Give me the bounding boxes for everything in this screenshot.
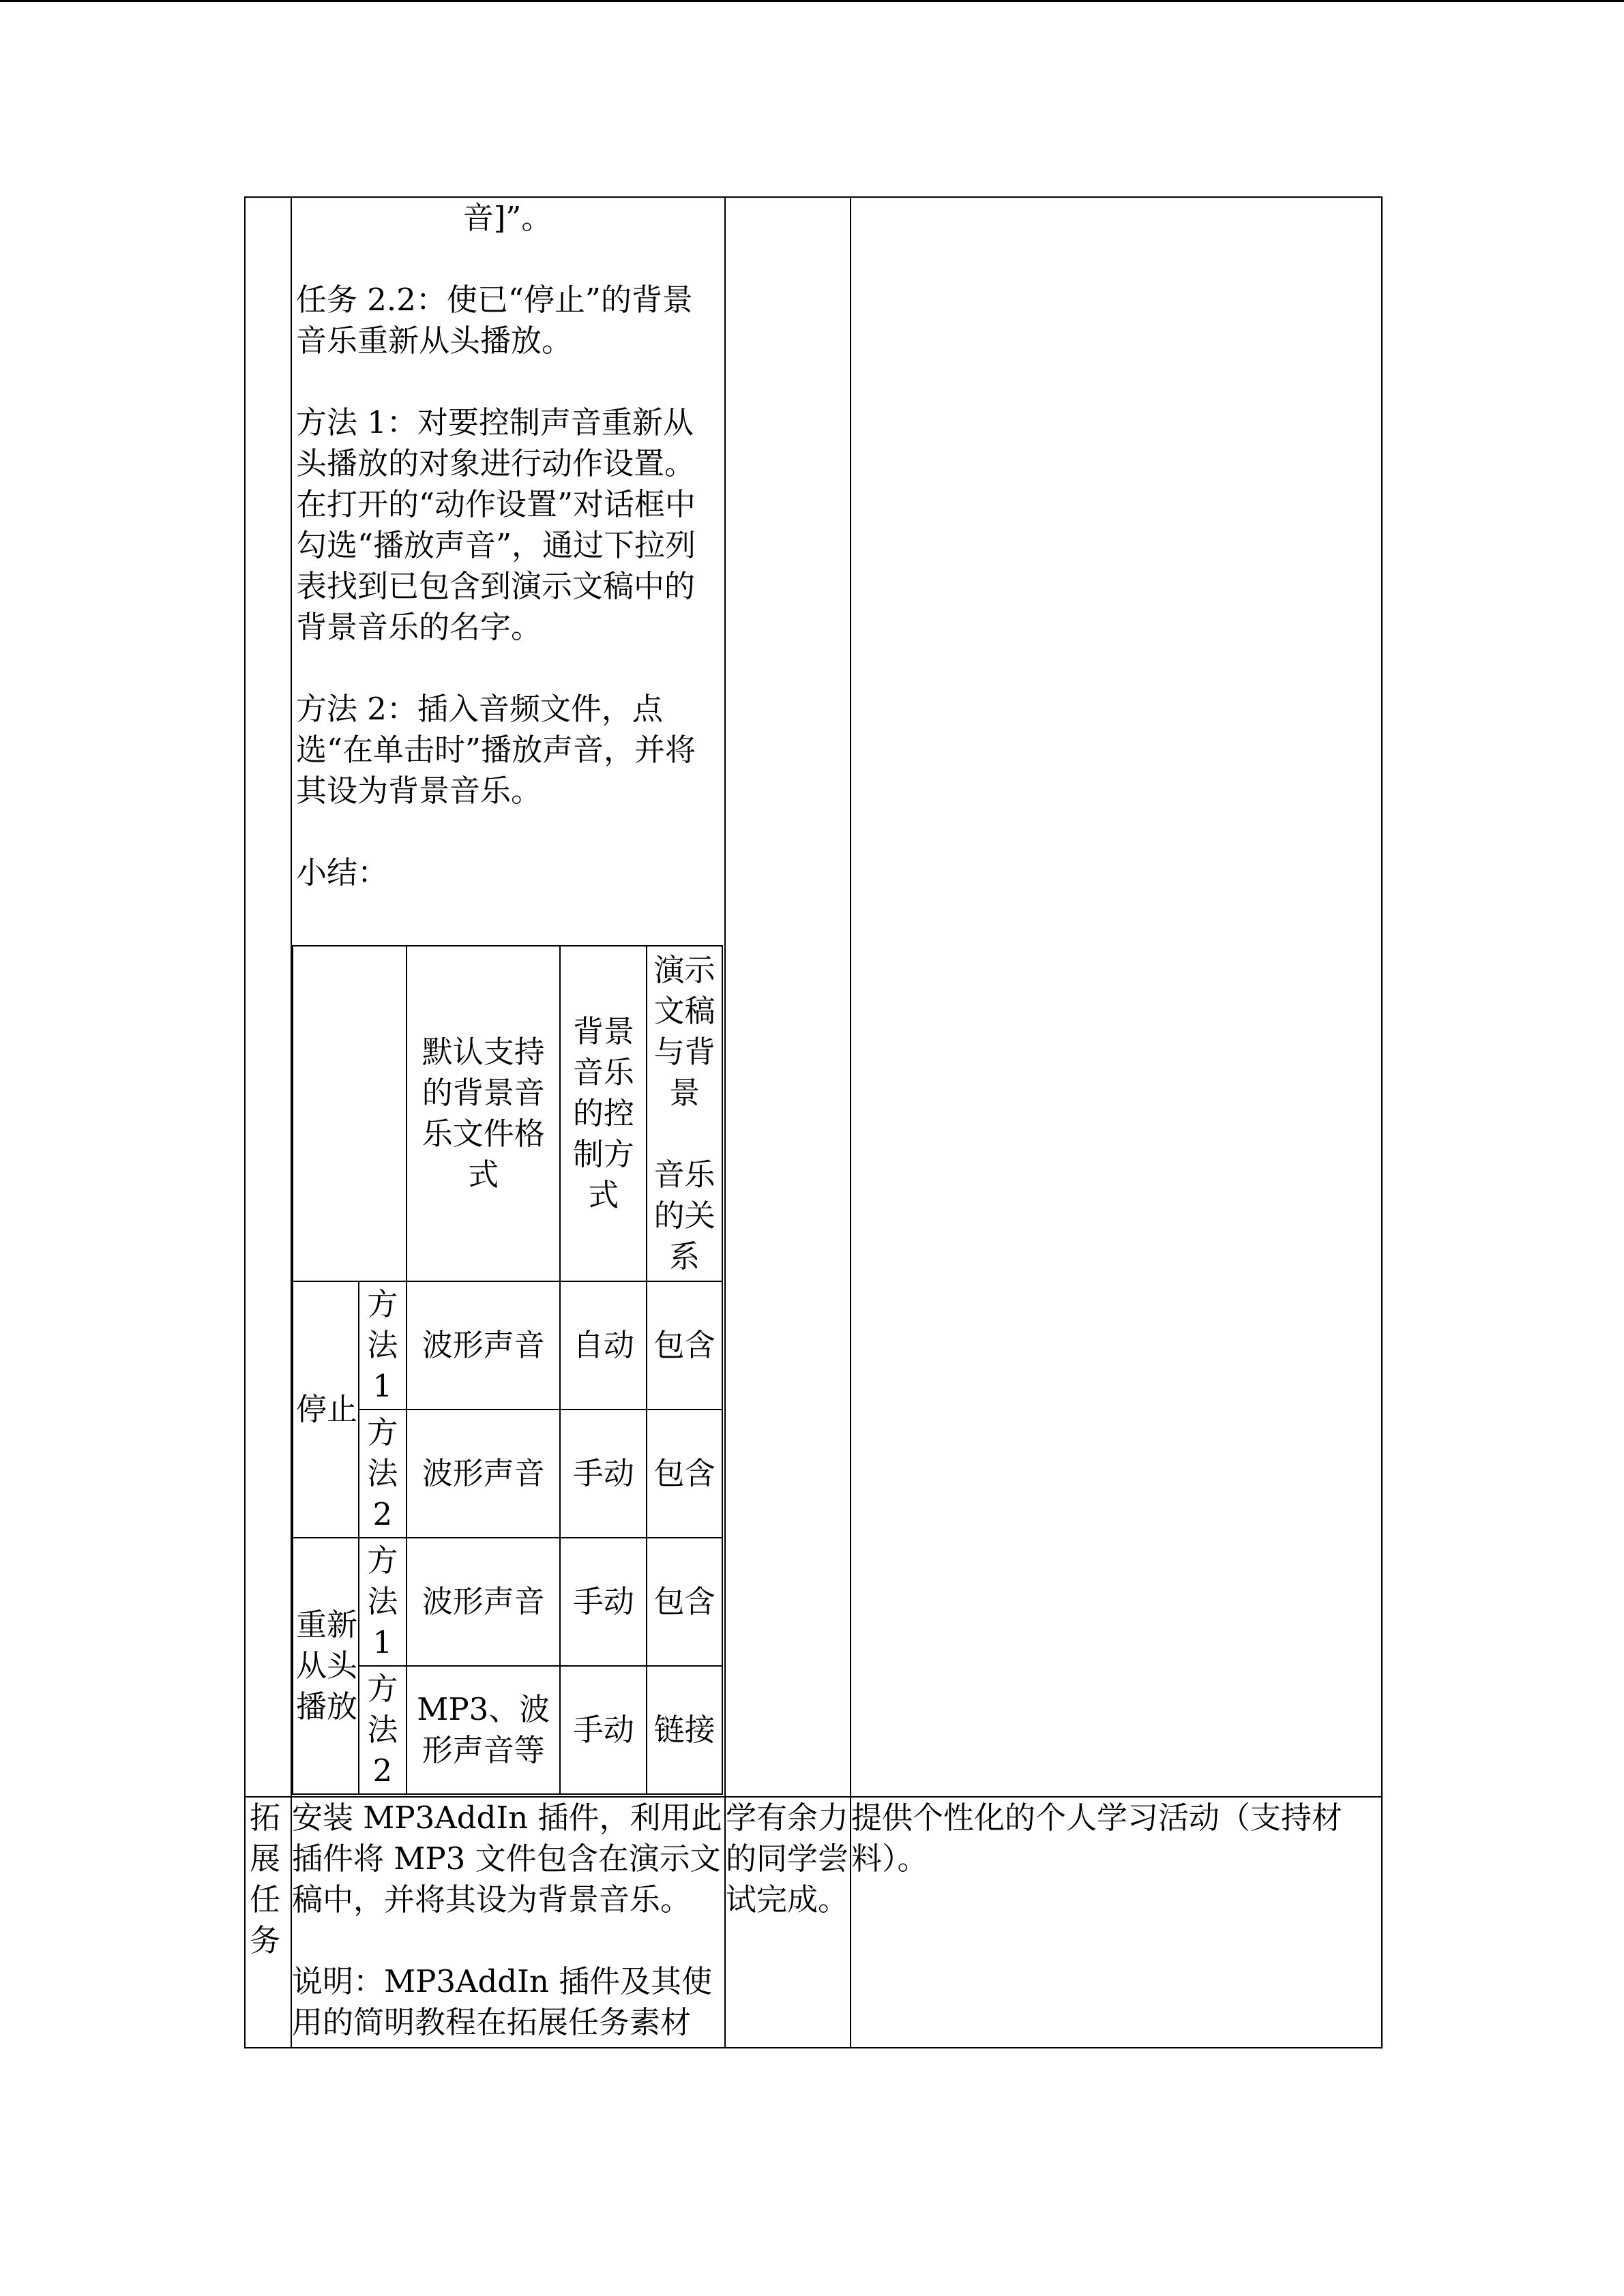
control-cell: 手动 — [560, 1538, 647, 1666]
header-empty-cell — [293, 946, 407, 1281]
method-label: 方法2 — [359, 1410, 407, 1538]
task-content-cell — [291, 197, 725, 1797]
task-row — [245, 197, 1382, 1797]
extension-content-p2: 说明：MP3AddIn 插件及其使用的简明教程在拓展任务素材 — [292, 1963, 713, 2040]
header-relation-part1: 演示文稿与背景 — [653, 952, 715, 1111]
extension-content-p1: 安装 MP3AddIn 插件，利用此插件将 MP3 文件包含在演示文稿中，并将其设为背景音乐。 — [292, 1800, 722, 1918]
relation-cell: 链接 — [647, 1666, 722, 1794]
students-cell-empty — [725, 197, 851, 1797]
summary-table — [292, 945, 723, 1795]
method-label: 方法2 — [359, 1666, 407, 1794]
relation-cell: 包含 — [647, 1410, 722, 1538]
group-restart: 重新从头播放 — [293, 1538, 359, 1794]
relation-cell: 包含 — [647, 1538, 722, 1666]
format-cell: MP3、波形声音等 — [407, 1666, 560, 1794]
continued-text: 音]”。 — [462, 200, 552, 236]
method-1-text: 方法 1：对要控制声音重新从头播放的对象进行动作设置。在打开的“动作设置”对话框中勾选“播放声音”，通过下拉列表找到已包含到演示文稿中的背景音乐的名字。 — [296, 404, 696, 645]
top-border-line — [0, 0, 1624, 2]
extension-students: 学有余力的同学尝试完成。 — [725, 1797, 851, 2048]
relation-cell: 包含 — [647, 1281, 722, 1410]
control-cell: 自动 — [560, 1281, 647, 1410]
summary-label: 小结： — [296, 854, 389, 891]
extension-content — [291, 1797, 725, 2048]
stage-label-cell — [245, 197, 291, 1797]
extension-label: 拓展任务 — [245, 1797, 291, 2048]
support-cell-empty — [851, 197, 1382, 1797]
header-relation — [647, 946, 722, 1281]
table-row — [293, 1281, 722, 1410]
control-cell: 手动 — [560, 1666, 647, 1794]
task-2-2-text: 任务 2.2：使已“停止”的背景音乐重新从头播放。 — [296, 282, 693, 359]
table-row — [293, 1538, 722, 1666]
header-relation-part2: 音乐的关系 — [653, 1157, 715, 1274]
control-cell: 手动 — [560, 1410, 647, 1538]
extension-support: 提供个性化的个人学习活动（支持材料）。 — [851, 1797, 1382, 2048]
format-cell: 波形声音 — [407, 1410, 560, 1538]
method-label: 方法1 — [359, 1538, 407, 1666]
summary-header-row — [293, 946, 722, 1281]
header-control: 背景音乐的控制方式 — [560, 946, 647, 1281]
extension-row — [245, 1797, 1382, 2048]
format-cell: 波形声音 — [407, 1281, 560, 1410]
lesson-plan-table — [244, 196, 1383, 2048]
group-stop: 停止 — [293, 1281, 359, 1538]
method-label: 方法1 — [359, 1281, 407, 1410]
method-2-text: 方法 2：插入音频文件，点选“在单击时”播放声音，并将其设为背景音乐。 — [296, 691, 696, 809]
header-format: 默认支持的背景音乐文件格式 — [407, 946, 560, 1281]
format-cell: 波形声音 — [407, 1538, 560, 1666]
